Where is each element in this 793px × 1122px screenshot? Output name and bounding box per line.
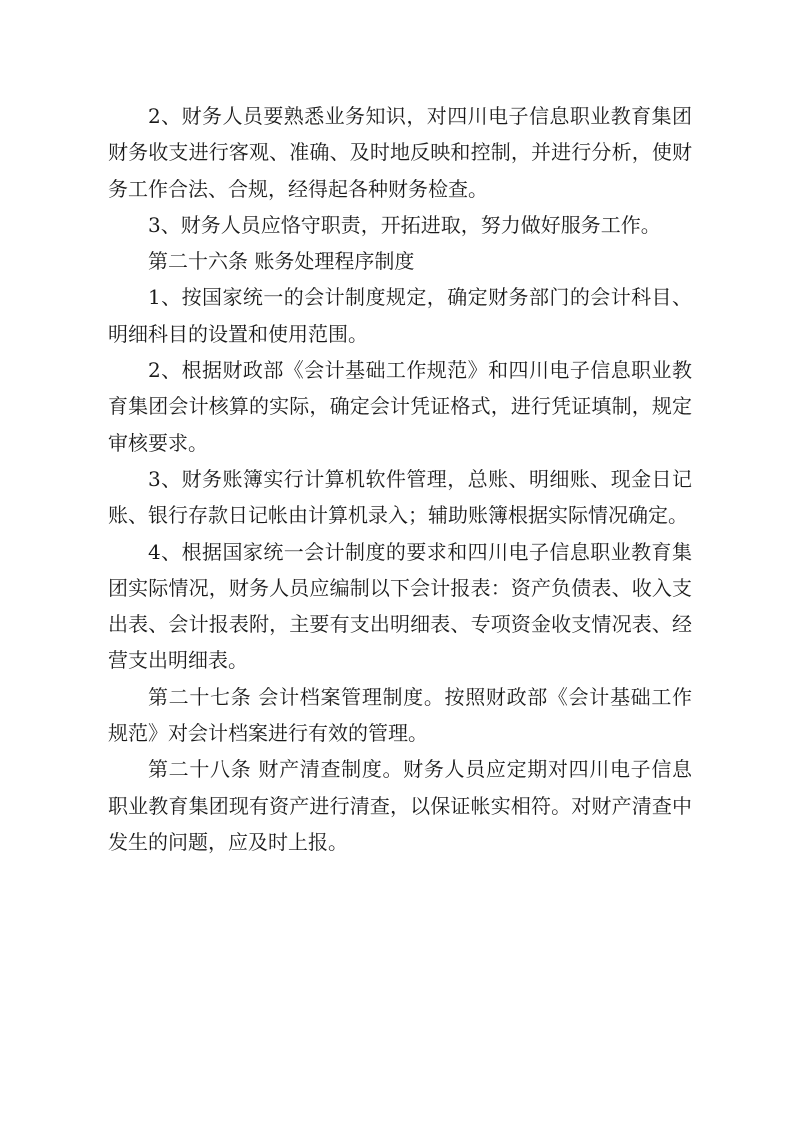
article-28-paragraph: 第二十八条 财产清查制度。财务人员应定期对四川电子信息职业教育集团现有资产进行清查，以保证帐实相符。对财产清查中发生的问题，应及时上报。 bbox=[108, 757, 692, 854]
article-26-heading: 第二十六条 账务处理程序制度 bbox=[148, 249, 415, 274]
paragraph-procedure-2: 2、根据财政部《会计基础工作规范》和四川电子信息职业教育集团会计核算的实际，确定会计凭证格式，进行凭证填制，规定审核要求。 bbox=[108, 358, 692, 455]
article-27-paragraph: 第二十七条 会计档案管理制度。按照财政部《会计基础工作规范》对会计档案进行有效的管理。 bbox=[108, 684, 692, 746]
document-body bbox=[108, 98, 692, 860]
paragraph-procedure-1: 1、按国家统一的会计制度规定，确定财务部门的会计科目、明细科目的设置和使用范围。 bbox=[108, 285, 692, 346]
paragraph-duty-3: 3、财务人员应恪守职责，开拓进取，努力做好服务工作。 bbox=[148, 212, 661, 237]
paragraph-procedure-4: 4、根据国家统一会计制度的要求和四川电子信息职业教育集团实际情况，财务人员应编制以下会计报表：资产负债表、收入支出表、会计报表附，主要有支出明细表、专项资金收支情况表、经营支出明细表。 bbox=[108, 539, 692, 673]
paragraph-procedure-3: 3、财务账簿实行计算机软件管理，总账、明细账、现金日记账、银行存款日记帐由计算机录入；辅助账簿根据实际情况确定。 bbox=[108, 466, 692, 528]
paragraph-duty-2: 2、财务人员要熟悉业务知识，对四川电子信息职业教育集团财务收支进行客观、准确、及时地反映和控制，并进行分析，使财务工作合法、合规，经得起各种财务检查。 bbox=[108, 104, 692, 201]
